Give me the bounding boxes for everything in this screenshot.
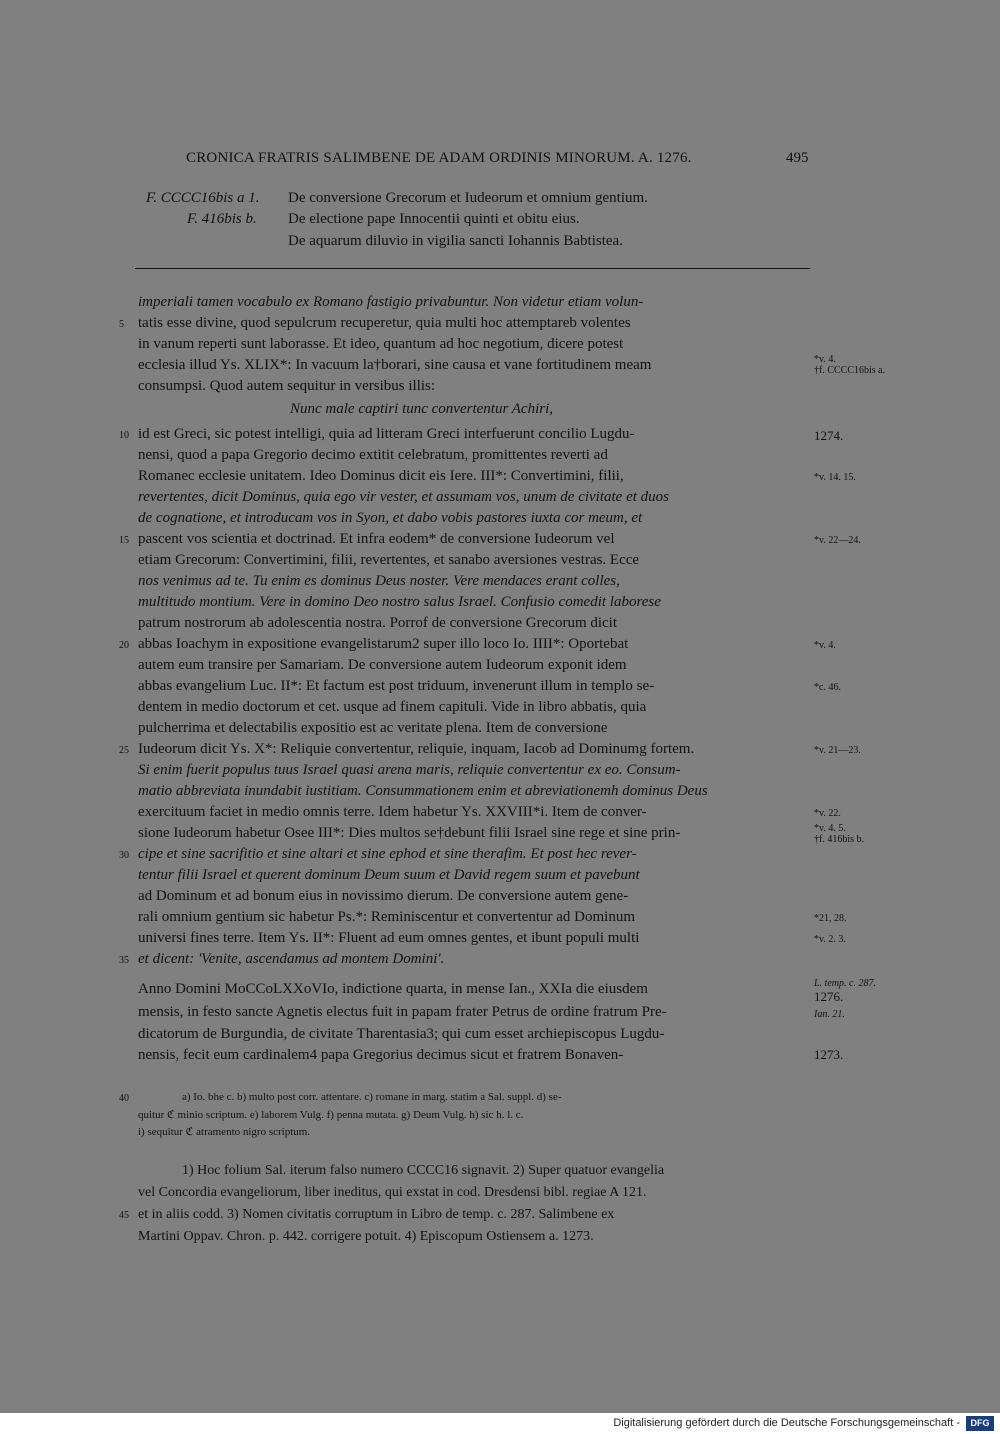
text-line: id est Greci, sic potest intelligi, quia ad litteram Greci interfuerunt concilio Lugdu- [138, 426, 635, 442]
text-line: nensis, fecit eum cardinalem4 papa Gregorius decimus sicut et fratrem Bonaven- [138, 1047, 624, 1063]
text-line: autem eum transire per Samariam. De conversione autem Iudeorum exponit idem [138, 657, 627, 673]
margin-note: †f. CCCC16bis a. [814, 365, 886, 376]
text-line: etiam Grecorum: Convertimini, filii, revertentes, et sanabo aversiones vestras. Ecce [138, 552, 640, 568]
folio-text-3: De aquarum diluvio in vigilia sancti Iohannis Babtistea. [288, 233, 623, 249]
text-line: tentur filii Israel et querent dominum Deum suum et David regem suum et pavebunt [138, 867, 640, 883]
text-line: Iudeorum dicit Ys. X*: Reliquie convertentur, reliquie, inquam, Iacob ad Dominumg fortem. [138, 741, 695, 757]
text-line: pascent vos scientia et doctrinad. Et infra eodem* de conversione Iudeorum vel [138, 531, 615, 547]
margin-note: *v. 22—24. [814, 535, 861, 546]
header-rule [135, 268, 810, 269]
text-line: nensi, quod a papa Gregorio decimo extitit celebratum, promittentes reverti ad [138, 447, 608, 463]
margin-note: *c. 46. [814, 682, 841, 693]
text-line: sione Iudeorum habetur Osee III*: Dies multos se†debunt filii Israel sine rege et sine prin- [138, 825, 681, 841]
text-line: pulcherrima et delectabilis expositio est ac veritate plena. Item de conversione [138, 720, 608, 736]
text-line: consumpsi. Quod autem sequitur in versibus illis: [138, 378, 436, 394]
margin-note: *v. 4. [814, 354, 836, 365]
line-number: 30 [119, 850, 129, 861]
apparatus-line: quitur ℭ minio scriptum. e) laborem Vulg. f) penna mutata. g) Deum Vulg. h) sic h. l. c. [138, 1109, 524, 1121]
verse-line: Nunc male captiri tunc convertentur Achiri, [290, 401, 554, 417]
text-line: rali omnium gentium sic habetur Ps.*: Reminiscentur et convertentur ad Dominum [138, 909, 635, 925]
line-number: 45 [119, 1210, 129, 1221]
text-line: ecclesia illud Ys. XLIX*: In vacuum la†borari, sine causa et vane fortitudinem meam [138, 357, 652, 373]
margin-note: *v. 22. [814, 808, 841, 819]
text-line: dicatorum de Burgundia, de civitate Tharentasia3; qui cum esset archiepiscopus Lugdu- [138, 1026, 665, 1042]
line-number: 35 [119, 955, 129, 966]
running-header: CRONICA FRATRIS SALIMBENE DE ADAM ORDINIS MINORUM. A. 1276. [186, 150, 692, 166]
margin-note: L. temp. c. 287. [814, 978, 876, 989]
footnote-line: vel Concordia evangeliorum, liber ineditus, qui exstat in cod. Dresdensi bibl. regiae A 121. [138, 1185, 647, 1200]
text-line: ad Dominum et ad bonum eius in novissimo dierum. De conversione autem gene- [138, 888, 629, 904]
line-number: 25 [119, 745, 129, 756]
margin-note: 1276. [814, 989, 844, 1004]
text-line: abbas Ioachym in expositione evangelistarum2 super illo loco Io. IIII*: Oportebat [138, 636, 629, 652]
text-line: imperiali tamen vocabulo ex Romano fastigio privabuntur. Non videtur etiam volun- [138, 294, 644, 310]
line-number: 40 [119, 1093, 129, 1104]
text-line: dentem in medio doctorum et cet. usque ad finem capituli. Vide in libro abbatis, quia [138, 699, 647, 715]
margin-note: *21, 28. [814, 913, 847, 924]
folio-text-1: De conversione Grecorum et Iudeorum et omnium gentium. [288, 190, 648, 206]
footnote-line: et in aliis codd. 3) Nomen civitatis corruptum in Libro de temp. c. 287. Salimbene ex [138, 1207, 615, 1222]
footer-bar [0, 1413, 1000, 1434]
folio-text-2: De electione pape Innocentii quinti et obitu eius. [288, 211, 580, 227]
text-line: abbas evangelium Luc. II*: Et factum est post triduum, invenerunt illum in templo se- [138, 678, 655, 694]
line-number: 10 [119, 430, 129, 441]
line-number: 5 [119, 319, 124, 330]
folio-ref-2: F. 416bis b. [187, 211, 257, 227]
margin-note: 1274. [814, 428, 844, 443]
margin-note: Ian. 21. [814, 1009, 845, 1020]
text-line: patrum nostrorum ab adolescentia nostra. Porrof de conversione Grecorum dicit [138, 615, 618, 631]
margin-note: 1273. [814, 1047, 844, 1062]
footer-credit: Digitalisierung gefördert durch die Deutsche Forschungsgemeinschaft - [613, 1417, 960, 1429]
margin-note: *v. 21—23. [814, 745, 861, 756]
footnote-line: Martini Oppav. Chron. p. 442. corrigere potuit. 4) Episcopum Ostiensem a. 1273. [138, 1229, 594, 1244]
text-line: revertentes, dicit Dominus, quia ego vir vester, et assumam vos, unum de civitate et duos [138, 489, 670, 505]
apparatus-line: i) sequitur ℭ atramento nigro scriptum. [138, 1126, 311, 1138]
text-line: cipe et sine sacrifitio et sine altari et sine ephod et sine therafim. Et post hec rever- [138, 846, 637, 862]
footnote-line: 1) Hoc folium Sal. iterum falso numero CCCC16 signavit. 2) Super quatuor evangelia [182, 1163, 665, 1178]
dfg-logo-icon: DFG [966, 1416, 994, 1431]
text-line: multitudo montium. Vere in domino Deo nostro salus Israel. Confusio comedit laborese [138, 594, 661, 610]
margin-note: *v. 4. 5. [814, 823, 846, 834]
text-line: exercituum faciet in medio omnis terre. Idem habetur Ys. XXVIII*i. Item de conver- [138, 804, 647, 820]
text-line: in vanum reperti sunt laborasse. Et ideo, quantum ad hoc negotium, dicere potest [138, 336, 624, 352]
text-line: de cognatione, et introducam vos in Syon, et dabo vobis pastores iuxta cor meum, et [138, 510, 643, 526]
page-number: 495 [786, 150, 809, 166]
text-line: matio abbreviata inundabit iustitiam. Consummationem enim et abreviationemh dominus Deus [138, 783, 708, 799]
line-number: 15 [119, 535, 129, 546]
margin-note: *v. 4. [814, 640, 836, 651]
margin-note: *v. 2. 3. [814, 934, 846, 945]
text-line: nos venimus ad te. Tu enim es dominus Deus noster. Vere mendaces erant colles, [138, 573, 620, 589]
line-number: 20 [119, 640, 129, 651]
text-line: universi fines terre. Item Ys. II*: Fluent ad eum omnes gentes, et ibunt populi multi [138, 930, 640, 946]
apparatus-line: a) Io. bhe c. b) multo post corr. attentare. c) romane in marg. statim a Sal. suppl. d) se- [182, 1091, 562, 1103]
text-line: Anno Domini MoCCoLXXoVIo, indictione quarta, in mense Ian., XXIa die eiusdem [138, 981, 648, 997]
margin-note: *v. 14. 15. [814, 472, 856, 483]
text-line: et dicent: 'Venite, ascendamus ad montem Domini'. [138, 951, 445, 967]
folio-ref-1: F. CCCC16bis a 1. [146, 190, 260, 206]
text-line: Romanec ecclesie unitatem. Ideo Dominus dicit eis Iere. III*: Convertimini, filii, [138, 468, 624, 484]
margin-note: †f. 416bis b. [814, 834, 864, 845]
text-line: mensis, in festo sancte Agnetis electus fuit in papam frater Petrus de ordine fratrum Pre- [138, 1004, 667, 1020]
text-line: Si enim fuerit populus tuus Israel quasi arena maris, reliquie convertentur ex eo. Consum- [138, 762, 681, 778]
text-line: tatis esse divine, quod sepulcrum recuperetur, quia multi hoc attemptareb volentes [138, 315, 631, 331]
